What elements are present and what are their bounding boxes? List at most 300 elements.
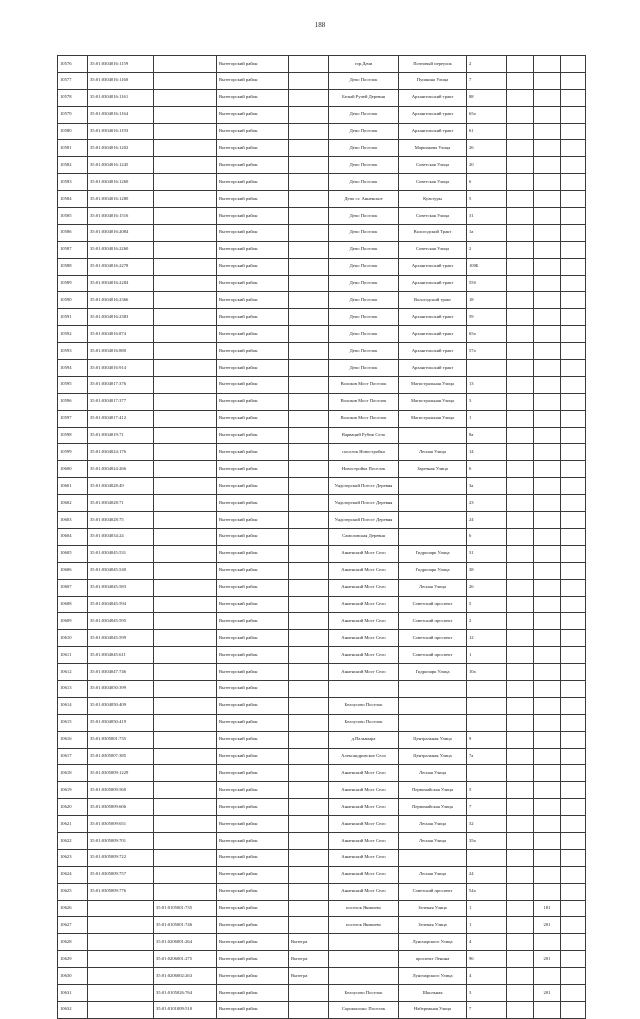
- extra-value-cell: [534, 72, 561, 89]
- empty-cell: [507, 410, 534, 427]
- locality-cell: Анненский Мост Село: [329, 883, 399, 900]
- street-cell: Архангельский тракт: [399, 258, 467, 275]
- district-cell: Вытегорский район: [217, 562, 289, 579]
- empty-cell: [507, 1001, 534, 1018]
- table-row: [58, 343, 586, 360]
- row-index: 10630: [58, 968, 88, 985]
- house-number-cell: 14: [467, 444, 507, 461]
- locality-cell: Депо Поселок: [329, 208, 399, 225]
- table-row: [58, 782, 586, 799]
- district-cell: Вытегорский район: [217, 968, 289, 985]
- cadastral-number-alt: [154, 241, 217, 258]
- extra-value-cell: [534, 528, 561, 545]
- cadastral-number: 35:01:0305001:735: [88, 731, 154, 748]
- row-index: 10596: [58, 393, 88, 410]
- cadastral-number-alt: [154, 495, 217, 512]
- locality-cell: [329, 680, 399, 697]
- cadastral-number-alt: [154, 765, 217, 782]
- street-cell: Советский проспект: [399, 883, 467, 900]
- settlement-cell: [289, 714, 329, 731]
- extra-value-cell: [534, 512, 561, 529]
- empty-cell: [561, 816, 586, 833]
- empty-cell: [561, 241, 586, 258]
- locality-cell: Анненский Мост Село: [329, 545, 399, 562]
- district-cell: Вытегорский район: [217, 731, 289, 748]
- table-row: [58, 917, 586, 934]
- locality-cell: Депо Поселок: [329, 275, 399, 292]
- empty-cell: [561, 748, 586, 765]
- district-cell: Вытегорский район: [217, 191, 289, 208]
- house-number-cell: 96: [467, 951, 507, 968]
- house-number-cell: 3: [467, 393, 507, 410]
- empty-cell: [507, 765, 534, 782]
- empty-cell: [561, 765, 586, 782]
- empty-cell: [507, 258, 534, 275]
- cadastral-number: 35:01:0304016:1160: [88, 72, 154, 89]
- table-body: [58, 56, 586, 1019]
- table-row: [58, 292, 586, 309]
- cadastral-number: 35:01:0304045:540: [88, 562, 154, 579]
- district-cell: Вытегорский район: [217, 393, 289, 410]
- row-index: 10618: [58, 765, 88, 782]
- cadastral-number-alt: [154, 664, 217, 681]
- locality-cell: Анненский Мост Село: [329, 816, 399, 833]
- house-number-cell: 13: [467, 376, 507, 393]
- empty-cell: [561, 461, 586, 478]
- cadastral-number: 35:01:0304047:746: [88, 664, 154, 681]
- empty-cell: [561, 917, 586, 934]
- locality-cell: Александровское Село: [329, 748, 399, 765]
- empty-cell: [561, 157, 586, 174]
- table-row: [58, 157, 586, 174]
- cadastral-number: 35:01:0304045:599: [88, 630, 154, 647]
- settlement-cell: [289, 545, 329, 562]
- street-cell: Лесная Улица: [399, 444, 467, 461]
- district-cell: Вытегорский район: [217, 461, 289, 478]
- settlement-cell: [289, 208, 329, 225]
- cadastral-number: 35:01:0304045:595: [88, 613, 154, 630]
- table-row: [58, 89, 586, 106]
- locality-cell: [329, 934, 399, 951]
- cadastral-number: 35:01:0305009:776: [88, 883, 154, 900]
- settlement-cell: [289, 765, 329, 782]
- cadastral-number: 35:01:0304016:1245: [88, 157, 154, 174]
- table-row: [58, 765, 586, 782]
- cadastral-number-alt: [154, 697, 217, 714]
- street-cell: Лесная Улица: [399, 765, 467, 782]
- settlement-cell: [289, 410, 329, 427]
- district-cell: Вытегорский район: [217, 478, 289, 495]
- locality-cell: Анненский Мост Село: [329, 596, 399, 613]
- house-number-cell: 6: [467, 461, 507, 478]
- table-row: [58, 410, 586, 427]
- cadastral-number-alt: [154, 393, 217, 410]
- empty-cell: [507, 714, 534, 731]
- house-number-cell: [467, 360, 507, 377]
- street-cell: Советский проспект: [399, 630, 467, 647]
- table-row: [58, 731, 586, 748]
- extra-value-cell: [534, 866, 561, 883]
- locality-cell: Анненский Мост Село: [329, 849, 399, 866]
- empty-cell: [561, 478, 586, 495]
- cadastral-number-alt: [154, 174, 217, 191]
- table-row: [58, 208, 586, 225]
- table-row: [58, 951, 586, 968]
- empty-cell: [507, 799, 534, 816]
- cadastral-number-alt: [154, 275, 217, 292]
- empty-cell: [561, 731, 586, 748]
- settlement-cell: [289, 748, 329, 765]
- empty-cell: [561, 647, 586, 664]
- district-cell: Вытегорский район: [217, 224, 289, 241]
- settlement-cell: [289, 731, 329, 748]
- extra-value-cell: [534, 275, 561, 292]
- table-row: [58, 393, 586, 410]
- district-cell: Вытегорский район: [217, 832, 289, 849]
- empty-cell: [561, 444, 586, 461]
- settlement-cell: [289, 495, 329, 512]
- district-cell: Вытегорский район: [217, 951, 289, 968]
- house-number-cell: 3: [467, 984, 507, 1001]
- district-cell: Вытегорский район: [217, 360, 289, 377]
- extra-value-cell: [534, 495, 561, 512]
- cadastral-number-alt: [154, 816, 217, 833]
- locality-cell: Анненский Мост Село: [329, 613, 399, 630]
- settlement-cell: [289, 326, 329, 343]
- locality-cell: Сорокопольс Поселок: [329, 1001, 399, 1018]
- street-cell: [399, 528, 467, 545]
- district-cell: Вытегорский район: [217, 984, 289, 1001]
- locality-cell: Депо Поселок: [329, 292, 399, 309]
- row-index: 10579: [58, 106, 88, 123]
- street-cell: Советская Улица: [399, 241, 467, 258]
- page-number: 188: [314, 21, 326, 29]
- cadastral-number: 35:01:0304050:399: [88, 680, 154, 697]
- empty-cell: [507, 360, 534, 377]
- settlement-cell: [289, 309, 329, 326]
- street-cell: Школьная: [399, 984, 467, 1001]
- empty-cell: [561, 596, 586, 613]
- district-cell: Вытегорский район: [217, 123, 289, 140]
- locality-cell: поселок Янишево: [329, 900, 399, 917]
- row-index: 10626: [58, 900, 88, 917]
- locality-cell: Ундозерский Погост Деревня: [329, 478, 399, 495]
- house-number-cell: 23: [467, 495, 507, 512]
- table-row: [58, 140, 586, 157]
- cadastral-number-alt: [154, 89, 217, 106]
- locality-cell: Депо ст. Анненское: [329, 191, 399, 208]
- empty-cell: [507, 984, 534, 1001]
- cadastral-number-alt: [154, 613, 217, 630]
- empty-cell: [561, 562, 586, 579]
- empty-cell: [507, 613, 534, 630]
- settlement-cell: [289, 647, 329, 664]
- cadastral-number: 35:01:0304017:376: [88, 376, 154, 393]
- empty-cell: [561, 275, 586, 292]
- empty-cell: [561, 123, 586, 140]
- table-row: [58, 647, 586, 664]
- locality-cell: Анненский Мост Село: [329, 664, 399, 681]
- settlement-cell: [289, 72, 329, 89]
- street-cell: Зеленая Улица: [399, 917, 467, 934]
- cadastral-number: 35:01:0304016:2084: [88, 224, 154, 241]
- cadastral-number-alt: [154, 140, 217, 157]
- empty-cell: [561, 968, 586, 985]
- district-cell: Вытегорский район: [217, 56, 289, 73]
- cadastral-number: 35:01:0304045:583: [88, 579, 154, 596]
- empty-cell: [507, 326, 534, 343]
- extra-value-cell: [534, 714, 561, 731]
- cadastral-number: 35:01:0305009:701: [88, 832, 154, 849]
- table-row: [58, 849, 586, 866]
- row-index: 10598: [58, 427, 88, 444]
- cadastral-number-alt: 35:01:0105026:764: [154, 984, 217, 1001]
- empty-cell: [561, 174, 586, 191]
- row-index: 10576: [58, 56, 88, 73]
- street-cell: Магистральная Улица: [399, 410, 467, 427]
- cadastral-number: 35:01:0304017:377: [88, 393, 154, 410]
- row-index: 10607: [58, 579, 88, 596]
- table-row: [58, 241, 586, 258]
- row-index: 10624: [58, 866, 88, 883]
- street-cell: Пушкина Улица: [399, 72, 467, 89]
- empty-cell: [507, 427, 534, 444]
- empty-cell: [507, 664, 534, 681]
- district-cell: Вытегорский район: [217, 900, 289, 917]
- extra-value-cell: 201: [534, 917, 561, 934]
- cadastral-number: 35:01:0304017:412: [88, 410, 154, 427]
- cadastral-number: [88, 968, 154, 985]
- street-cell: Советский проспект: [399, 647, 467, 664]
- row-index: 10631: [58, 984, 88, 1001]
- cadastral-number: [88, 917, 154, 934]
- row-index: 10586: [58, 224, 88, 241]
- empty-cell: [507, 292, 534, 309]
- row-index: 10619: [58, 782, 88, 799]
- empty-cell: [507, 191, 534, 208]
- cadastral-number-alt: [154, 680, 217, 697]
- district-cell: Вытегорский район: [217, 680, 289, 697]
- extra-value-cell: [534, 157, 561, 174]
- settlement-cell: [289, 849, 329, 866]
- locality-cell: Депо Поселок: [329, 140, 399, 157]
- cadastral-number-alt: [154, 427, 217, 444]
- locality-cell: Депо Поселок: [329, 123, 399, 140]
- house-number-cell: 26: [467, 140, 507, 157]
- table-row: [58, 461, 586, 478]
- empty-cell: [507, 495, 534, 512]
- cadastral-number-alt: 35:01:0105001:746: [154, 917, 217, 934]
- cadastral-number: 35:01:0305009:606: [88, 799, 154, 816]
- cadastral-number: 35:01:0305009:651: [88, 816, 154, 833]
- district-cell: Вытегорский район: [217, 89, 289, 106]
- cadastral-number: 35:01:0304016:2366: [88, 292, 154, 309]
- street-cell: Центральная Улица: [399, 748, 467, 765]
- locality-cell: поселок Янишево: [329, 917, 399, 934]
- cadastral-number-alt: [154, 596, 217, 613]
- locality-cell: Белоусово Поселок: [329, 984, 399, 1001]
- row-index: 10629: [58, 951, 88, 968]
- extra-value-cell: [534, 309, 561, 326]
- locality-cell: Новостройка Поселок: [329, 461, 399, 478]
- extra-value-cell: 201: [534, 984, 561, 1001]
- cadastral-number-alt: [154, 224, 217, 241]
- table-row: [58, 258, 586, 275]
- row-index: 10614: [58, 697, 88, 714]
- district-cell: Вытегорский район: [217, 917, 289, 934]
- extra-value-cell: [534, 832, 561, 849]
- cadastral-number: 35:01:0304045:594: [88, 596, 154, 613]
- extra-value-cell: [534, 241, 561, 258]
- extra-value-cell: [534, 174, 561, 191]
- settlement-cell: [289, 562, 329, 579]
- cadastral-number: [88, 934, 154, 951]
- extra-value-cell: 201: [534, 951, 561, 968]
- house-number-cell: 31: [467, 545, 507, 562]
- street-cell: Архангельский тракт: [399, 106, 467, 123]
- row-index: 10587: [58, 241, 88, 258]
- row-index: 10609: [58, 613, 88, 630]
- cadastral-number: 35:01:0304024:176: [88, 444, 154, 461]
- cadastral-number-alt: 35:01:0105001:735: [154, 900, 217, 917]
- extra-value-cell: [534, 765, 561, 782]
- empty-cell: [507, 832, 534, 849]
- district-cell: Вытегорский район: [217, 934, 289, 951]
- locality-cell: Анненский Мост Село: [329, 832, 399, 849]
- empty-cell: [507, 849, 534, 866]
- locality-cell: Депо Поселок: [329, 241, 399, 258]
- settlement-cell: [289, 664, 329, 681]
- extra-value-cell: [534, 360, 561, 377]
- table-row: [58, 444, 586, 461]
- locality-cell: Анненский Мост Село: [329, 579, 399, 596]
- empty-cell: [561, 140, 586, 157]
- cadastral-number-alt: [154, 528, 217, 545]
- street-cell: Заречная Улица: [399, 461, 467, 478]
- empty-cell: [507, 968, 534, 985]
- district-cell: Вытегорский район: [217, 376, 289, 393]
- empty-cell: [561, 258, 586, 275]
- cadastral-number: 35:01:0305009:722: [88, 849, 154, 866]
- cadastral-number: 35:01:0304028:49: [88, 478, 154, 495]
- house-number-cell: 24: [467, 866, 507, 883]
- empty-cell: [507, 106, 534, 123]
- row-index: 10584: [58, 191, 88, 208]
- extra-value-cell: [534, 630, 561, 647]
- table-row: [58, 664, 586, 681]
- empty-cell: [507, 56, 534, 73]
- locality-cell: Депо Поселок: [329, 360, 399, 377]
- extra-value-cell: [534, 343, 561, 360]
- cadastral-number-alt: 35:01:0206002:263: [154, 968, 217, 985]
- empty-cell: [561, 782, 586, 799]
- extra-value-cell: [534, 697, 561, 714]
- house-number-cell: 6: [467, 174, 507, 191]
- district-cell: Вытегорский район: [217, 157, 289, 174]
- row-index: 10622: [58, 832, 88, 849]
- settlement-cell: [289, 680, 329, 697]
- extra-value-cell: [534, 292, 561, 309]
- locality-cell: Депо Поселок: [329, 309, 399, 326]
- extra-value-cell: [534, 461, 561, 478]
- house-number-cell: 1: [467, 647, 507, 664]
- extra-value-cell: [534, 410, 561, 427]
- empty-cell: [561, 343, 586, 360]
- settlement-cell: Вытегра: [289, 968, 329, 985]
- extra-value-cell: [534, 56, 561, 73]
- street-cell: Первомайская Улица: [399, 799, 467, 816]
- table-row: [58, 680, 586, 697]
- extra-value-cell: [534, 596, 561, 613]
- cadastral-number: 35:01:0304016:1159: [88, 56, 154, 73]
- cadastral-number: 35:01:0304050:409: [88, 697, 154, 714]
- table-row: [58, 478, 586, 495]
- district-cell: Вытегорский район: [217, 427, 289, 444]
- street-cell: Гидропарк Улица: [399, 562, 467, 579]
- house-number-cell: [467, 765, 507, 782]
- locality-cell: Ундозерский Погост Деревня: [329, 512, 399, 529]
- row-index: 10625: [58, 883, 88, 900]
- extra-value-cell: [534, 731, 561, 748]
- district-cell: Вытегорский район: [217, 579, 289, 596]
- empty-cell: [561, 951, 586, 968]
- locality-cell: Депо Поселок: [329, 106, 399, 123]
- row-index: 10627: [58, 917, 88, 934]
- cadastral-number-alt: [154, 545, 217, 562]
- table-row: [58, 697, 586, 714]
- district-cell: Вытегорский район: [217, 664, 289, 681]
- house-number-cell: 10а: [467, 664, 507, 681]
- locality-cell: Депо Поселок: [329, 72, 399, 89]
- district-cell: Вытегорский район: [217, 1001, 289, 1018]
- street-cell: Маршакова Улица: [399, 140, 467, 157]
- extra-value-cell: [534, 258, 561, 275]
- district-cell: Вытегорский район: [217, 140, 289, 157]
- settlement-cell: [289, 579, 329, 596]
- cadastral-number: 35:01:0305009:560: [88, 782, 154, 799]
- empty-cell: [507, 174, 534, 191]
- street-cell: Советская Улица: [399, 174, 467, 191]
- street-cell: [399, 478, 467, 495]
- extra-value-cell: [534, 849, 561, 866]
- empty-cell: [561, 528, 586, 545]
- extra-value-cell: [534, 613, 561, 630]
- cadastral-number-alt: [154, 292, 217, 309]
- cadastral-number-alt: [154, 832, 217, 849]
- street-cell: Советская Улица: [399, 208, 467, 225]
- table-row: [58, 275, 586, 292]
- table-row: [58, 714, 586, 731]
- house-number-cell: 3а: [467, 478, 507, 495]
- empty-cell: [507, 562, 534, 579]
- locality-cell: Депо Поселок: [329, 258, 399, 275]
- settlement-cell: [289, 900, 329, 917]
- locality-cell: [329, 951, 399, 968]
- table-row: [58, 866, 586, 883]
- district-cell: Вытегорский район: [217, 174, 289, 191]
- district-cell: Вытегорский район: [217, 849, 289, 866]
- house-number-cell: 12: [467, 630, 507, 647]
- locality-cell: гор.Дачи: [329, 56, 399, 73]
- house-number-cell: 31: [467, 208, 507, 225]
- cadastral-number-alt: 35:01:0206001:264: [154, 934, 217, 951]
- cadastral-number-alt: [154, 123, 217, 140]
- house-number-cell: 55б: [467, 275, 507, 292]
- settlement-cell: [289, 275, 329, 292]
- row-index: 10604: [58, 528, 88, 545]
- extra-value-cell: [534, 968, 561, 985]
- empty-cell: [561, 799, 586, 816]
